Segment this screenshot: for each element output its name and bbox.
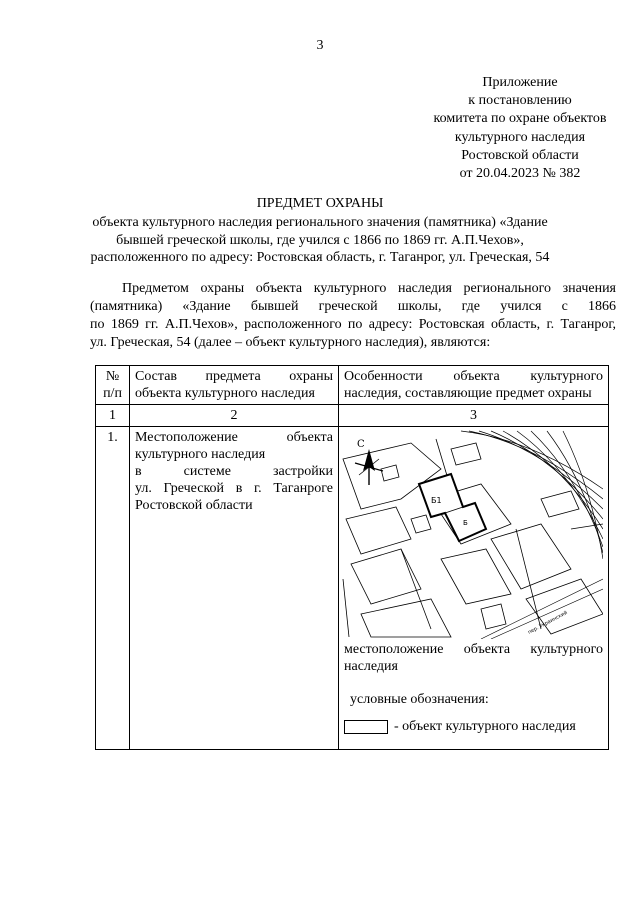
header-text: Состав предмета охраны xyxy=(135,369,333,384)
appendix-line: культурного наследия xyxy=(454,129,586,145)
street-label: пер. Украинский xyxy=(527,609,569,636)
document-subtitle xyxy=(0,214,640,267)
document-title: ПРЕДМЕТ ОХРАНЫ xyxy=(256,196,384,211)
caption-text: наследия xyxy=(344,659,398,674)
composition-text: в системе застройки xyxy=(135,464,333,479)
header-text: объекта культурного наследия xyxy=(135,386,315,401)
map-label-b1: Б1 xyxy=(431,496,442,505)
composition-text: Местоположение объекта xyxy=(135,430,333,445)
intro-line: (памятника) «Здание бывшей греческой школы, где учился с 1866 xyxy=(90,299,616,314)
map-label-b: Б xyxy=(463,519,468,527)
column-number: 2 xyxy=(130,405,339,427)
appendix-line: от 20.04.2023 № 382 xyxy=(459,166,581,182)
table-row xyxy=(96,427,609,750)
subtitle-line: бывшей греческой школы, где учился с 1866 по 1869 гг. А.П.Чехов», xyxy=(116,232,524,248)
header-features xyxy=(339,366,609,405)
header-text: Особенности объекта культурного xyxy=(344,369,603,384)
intro-line: по 1869 гг. А.П.Чехов», расположенного по адресу: Ростовская область, г. Таганрог, xyxy=(90,317,616,332)
subtitle-line: расположенного по адресу: Ростовская область, г. Таганрог, ул. Греческая, 54 xyxy=(90,250,550,266)
composition-text: культурного наследия xyxy=(135,447,266,462)
appendix-line: к постановлению xyxy=(468,93,572,109)
protection-subject-table xyxy=(95,365,609,750)
legend-title: условные обозначения: xyxy=(350,692,489,707)
column-number: 1 xyxy=(96,405,130,427)
page-number: 3 xyxy=(316,38,324,53)
intro-line: ул. Греческая, 54 (далее – объект культурного наследия), являются: xyxy=(90,335,491,350)
header-number: № п/п xyxy=(96,366,130,405)
row-number: 1. xyxy=(96,427,130,750)
map-caption xyxy=(344,641,603,675)
column-number: 3 xyxy=(339,405,609,427)
intro-line: Предметом охраны объекта культурного наследия регионального значения xyxy=(122,281,616,296)
appendix-line: комитета по охране объектов xyxy=(433,111,607,127)
legend-outline-swatch xyxy=(344,720,388,734)
header-composition xyxy=(130,366,339,405)
table-header-row xyxy=(96,366,609,405)
appendix-header xyxy=(400,74,640,183)
row-features xyxy=(339,427,609,750)
appendix-line: Ростовской области xyxy=(461,147,579,163)
legend-item-label: - объект культурного наследия xyxy=(394,719,576,734)
location-map xyxy=(341,429,603,639)
composition-text: ул. Греческой в г. Таганроге xyxy=(135,481,333,496)
legend-item xyxy=(344,718,603,735)
intro-paragraph xyxy=(90,280,616,352)
caption-text: местоположение объекта культурного xyxy=(344,642,603,657)
column-number-row xyxy=(96,405,609,427)
subtitle-line: объекта культурного наследия регионального значения (памятника) «Здание xyxy=(92,215,548,230)
appendix-line: Приложение xyxy=(482,75,558,90)
north-label: С xyxy=(357,439,365,450)
composition-text: Ростовской области xyxy=(135,498,253,513)
header-text: наследия, составляющие предмет охраны xyxy=(344,386,592,401)
row-composition xyxy=(130,427,339,750)
